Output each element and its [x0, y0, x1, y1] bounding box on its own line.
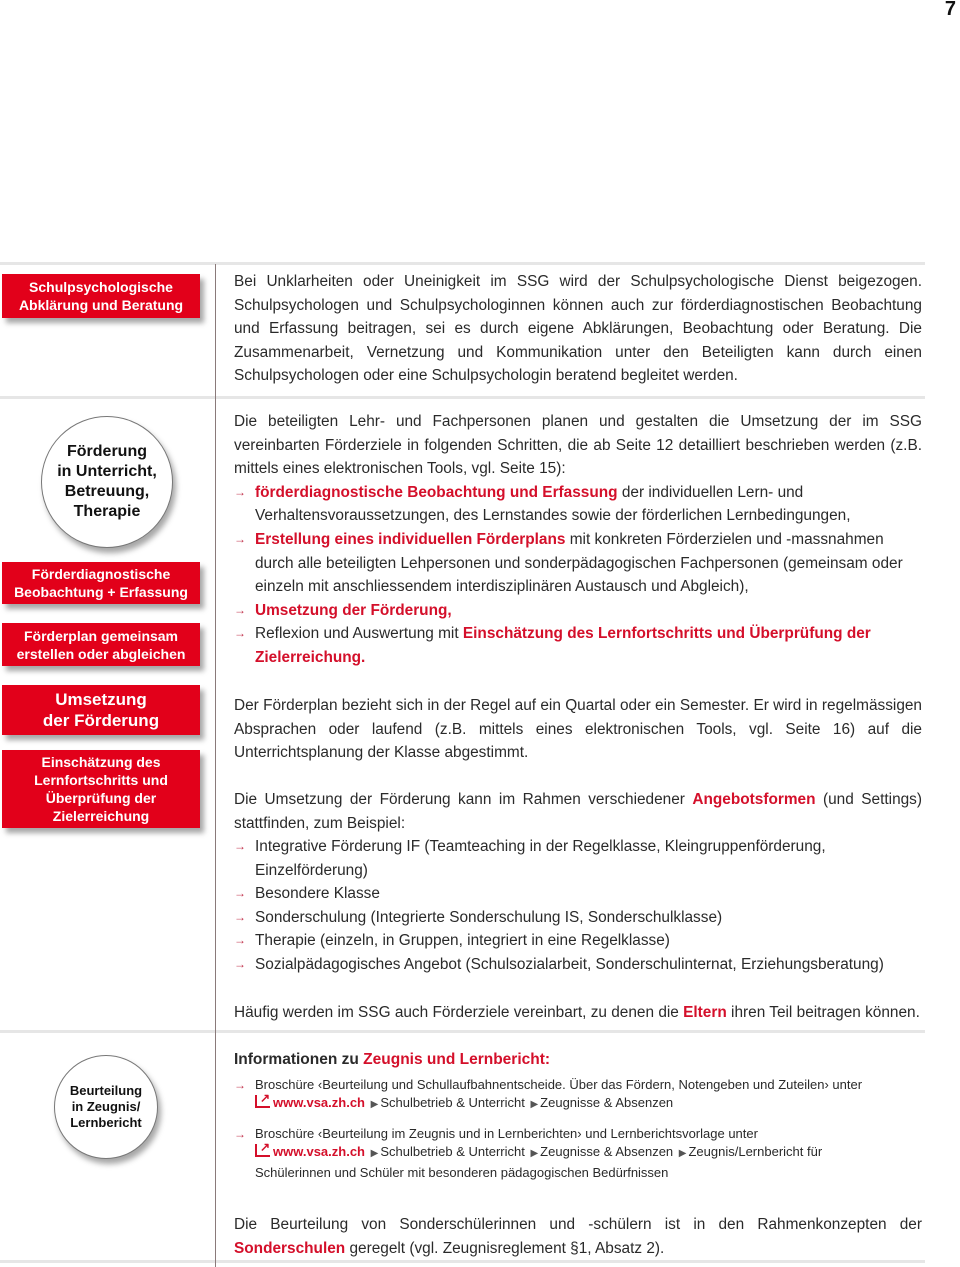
- highlight: Sonderschulen: [234, 1239, 346, 1257]
- label-foerderplan: [2, 623, 200, 666]
- arrow-icon: →: [234, 602, 246, 617]
- circle-foerderung: [41, 416, 173, 548]
- circle-beurteilung: [54, 1055, 158, 1159]
- list-item: [234, 882, 922, 906]
- label-line: der Förderung: [42, 711, 160, 730]
- label-line: Schulpsychologische: [29, 279, 173, 295]
- highlight: Einschätzung des Lernfortschritts und Überprüfung der Zielerreichung.: [255, 625, 871, 666]
- highlight: Umsetzung der Förderung,: [255, 601, 452, 619]
- label-line: Einschätzung des: [41, 754, 161, 770]
- divider: [0, 1030, 925, 1033]
- label-line: Förderdiagnostische: [31, 566, 171, 582]
- paragraph-angebotsformen: [234, 788, 922, 835]
- triangle-right-icon: ▶: [530, 1148, 539, 1160]
- paragraph-foerderplan: Der Förderplan bezieht sich in der Regel auf ein Quartal oder ein Semester. Er wird in regelmässigen Absprachen oder laufend (z.B. mittels eines elektronischen Tools, vgl. Seite 16) auf die Unterrichtsplanung der Klasse abgestimmt.: [234, 697, 922, 762]
- label-foerderdiagnostische-beobachtung: [2, 562, 200, 604]
- paragraph-intro: Die beteiligten Lehr- und Fachpersonen planen und gestalten die Umsetzung der im SSG vereinbarten Förderziele in folgenden Schritten, die ab Seite 12 detailliert beschrieben werden (z.B. mittels eines elektronischen Tools, vgl. Seite 15):: [234, 413, 922, 478]
- text: Broschüre ‹Beurteilung im Zeugnis und in Lernberichten› und Lernberichtsvorlage unter: [255, 1125, 758, 1141]
- label-line: in Unterricht,: [57, 463, 157, 480]
- divider: [0, 396, 925, 399]
- angebote-section: [234, 835, 922, 977]
- text: (und Settings) stattfinden, zum Beispiel:: [234, 791, 923, 832]
- text: Broschüre ‹Beurteilung und Schullaufbahnentscheide. Über das Fördern, Notengeben und Zuteilen› unter: [255, 1076, 863, 1092]
- label-line: in Zeugnis/: [71, 1099, 141, 1114]
- label-line: Umsetzung: [55, 690, 147, 709]
- arrow-icon: →: [234, 1126, 246, 1141]
- triangle-right-icon: ▶: [678, 1148, 687, 1160]
- label-schulpsychologische-abklaerung: [2, 274, 200, 318]
- text: Schülerinnen und Schüler mit besonderen pädagogischen Bedürfnissen: [255, 1164, 669, 1180]
- triangle-right-icon: ▶: [370, 1148, 379, 1160]
- label-line: Lernfortschritts und: [34, 772, 168, 788]
- list-item: [234, 599, 922, 623]
- text: geregelt (vgl. Zeugnisreglement §1, Absatz 2).: [345, 1239, 665, 1257]
- text: Informationen zu: [234, 1051, 364, 1068]
- label-line: Abklärung und Beratung: [18, 297, 184, 313]
- highlight: förderdiagnostische Beobachtung und Erfassung: [255, 483, 618, 501]
- arrow-icon: →: [234, 484, 246, 499]
- highlight: Eltern: [683, 1004, 727, 1021]
- label-line: erstellen oder abgleichen: [16, 645, 186, 662]
- label-line: Beurteilung: [69, 1083, 143, 1098]
- steps-list: [234, 481, 922, 670]
- section-zeugnis: [234, 1048, 922, 1192]
- highlight: Angebotsformen: [692, 791, 816, 808]
- angebote-list: [234, 835, 922, 977]
- list-item: [234, 929, 922, 953]
- breadcrumb-item: Zeugnis/Lernbericht für: [688, 1144, 823, 1160]
- label-line: Förderplan gemeinsam: [23, 627, 179, 644]
- paragraph-sonderschulen: [234, 1213, 922, 1260]
- highlight: Zeugnis und Lernbericht:: [363, 1051, 551, 1068]
- divider: [0, 1260, 925, 1263]
- label-line: Betreuung,: [64, 483, 150, 500]
- label-line: Lernbericht: [70, 1115, 142, 1130]
- text: Sonderschulung (Integrierte Sonderschulung IS, Sonderschulklasse): [255, 908, 723, 926]
- page-number: 7: [944, 0, 956, 20]
- list-item: [234, 1125, 922, 1183]
- external-link-icon[interactable]: [255, 1144, 270, 1157]
- label-line: Beobachtung + Erfassung: [14, 584, 188, 600]
- arrow-icon: →: [234, 909, 246, 924]
- text: Reflexion und Auswertung mit: [255, 625, 463, 643]
- arrow-icon: →: [234, 933, 246, 948]
- link-vsa[interactable]: www.vsa.zh.ch: [273, 1144, 365, 1160]
- list-item: [234, 953, 922, 977]
- paragraph-schulpsychologie: Bei Unklarheiten oder Uneinigkeit im SSG wird der Schulpsychologische Dienst beigezogen. Schulpsychologen und Schulpsychologinnen können auch zur förderdiagnostischen Beobachtung und Erfassung beitragen, sei es durch eigene Abklärungen, Beobachtung oder Beratung. Die Zusammenarbeit, Vernetzung und Kommunikation unter den Beteiligten kann durch einen Schulpsychologen oder eine Schulpsychologin beratend begleitet werden.: [234, 273, 922, 385]
- arrow-icon: →: [234, 531, 246, 546]
- breadcrumb-item: Zeugnisse & Absenzen: [540, 1144, 674, 1160]
- link-vsa[interactable]: www.vsa.zh.ch: [273, 1095, 365, 1111]
- list-item: [234, 1076, 922, 1115]
- breadcrumb-item: Zeugnisse & Absenzen: [540, 1095, 674, 1111]
- text: Integrative Förderung IF (Teamteaching in der Regelklasse, Kleingruppenförderung, Einzelförderung): [255, 838, 826, 879]
- label-line: Therapie: [73, 503, 141, 520]
- label-umsetzung: [2, 685, 200, 735]
- external-link-icon[interactable]: [255, 1095, 270, 1108]
- text: Therapie (einzeln, in Gruppen, integriert in eine Regelklasse): [255, 932, 670, 950]
- arrow-icon: →: [234, 956, 246, 971]
- label-line: Überprüfung der: [45, 790, 157, 806]
- text: mit konkreten Förderzielen und -massnahmen durch alle beteiligten Lehpersonen und sonderpädagogischen Fachpersonen (gemeinsam oder einzeln mit anschliessendem interdisziplinären Austausch und Abgleich),: [255, 530, 903, 596]
- arrow-icon: →: [234, 886, 246, 901]
- list-item: [234, 528, 922, 599]
- label-line: Zielerreichung: [52, 808, 150, 824]
- paragraph-eltern: [234, 1001, 922, 1025]
- list-item: [234, 622, 922, 669]
- section-foerderung: [234, 410, 922, 670]
- list-item: [234, 906, 922, 930]
- text: Besondere Klasse: [255, 885, 380, 903]
- arrow-icon: →: [234, 839, 246, 853]
- text: der individuellen Lern- und Verhaltensvoraussetzungen, des Lernstandes sowie der förderlichen Lernbedingungen,: [255, 483, 851, 525]
- column-divider: [215, 264, 216, 1267]
- arrow-icon: →: [234, 626, 246, 641]
- list-item: [234, 481, 922, 528]
- breadcrumb-item: Schulbetrieb & Unterricht: [380, 1095, 525, 1111]
- text: ihren Teil beitragen können.: [726, 1004, 920, 1021]
- triangle-right-icon: ▶: [370, 1099, 379, 1111]
- text: Die Beurteilung von Sonderschülerinnen und -schülern ist in den Rahmenkonzepten der: [234, 1216, 922, 1233]
- divider: [0, 262, 925, 265]
- list-item: [234, 835, 922, 882]
- highlight: Erstellung eines individuellen Förderplans: [255, 530, 566, 548]
- text: Häufig werden im SSG auch Förderziele vereinbart, zu denen die: [234, 1004, 684, 1021]
- label-line: Förderung: [67, 443, 147, 460]
- text: Sozialpädagogisches Angebot (Schulsozialarbeit, Sonderschulinternat, Erziehungsberatung): [255, 955, 884, 973]
- links-list: [234, 1076, 922, 1183]
- label-einschaetzung: [2, 750, 200, 828]
- text: Die Umsetzung der Förderung kann im Rahmen verschiedener: [234, 791, 693, 808]
- breadcrumb-item: Schulbetrieb & Unterricht: [380, 1144, 525, 1160]
- info-heading: [234, 1048, 922, 1072]
- triangle-right-icon: ▶: [530, 1099, 539, 1111]
- arrow-icon: →: [234, 1077, 246, 1092]
